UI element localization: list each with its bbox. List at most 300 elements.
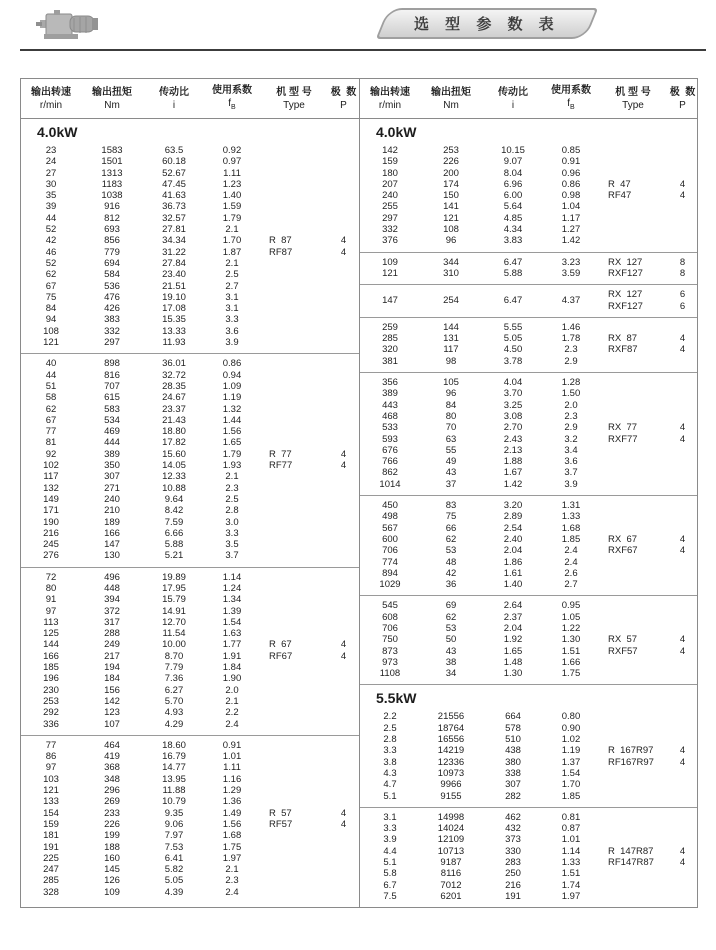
value-cell: 32.72 [162,369,186,381]
value-cell: 1.02 [561,734,581,746]
gear-ratio-block [21,353,359,566]
value-cell: 3.7 [225,550,239,562]
value-cell: 3.78 [503,355,523,367]
column-header-unit: Type [283,99,305,111]
value-cell: 4 [679,190,686,202]
value-cell: 142 [382,145,398,156]
table-row [21,460,359,471]
value-cell: 97 [45,605,57,617]
value-cell: 174 [443,178,459,190]
value-cell: 18.80 [162,426,186,438]
value-cell: 2.4 [564,556,578,568]
value-cell: 250 [505,868,521,880]
value-cell: 779 [104,246,120,258]
value-cell: 269 [104,796,120,808]
table-row [360,600,697,611]
table-row [21,235,359,246]
value-cell: 973 [382,656,398,668]
value-cell: 862 [382,467,398,479]
value-cell: 42 [45,235,57,247]
value-cell: 1.40 [222,190,242,202]
value-cell: 80 [445,410,457,422]
value-cell: 14.91 [162,605,186,617]
table-row [21,864,359,875]
value-cell: 1313 [101,167,123,179]
value-cell: 62 [45,269,57,281]
value-cell: 4 [340,246,347,258]
value-cell: 5.82 [164,864,184,876]
stacked-value: RXF127 [608,300,643,312]
value-cell: 894 [382,567,398,579]
value-cell: 381 [382,355,398,367]
value-cell: 8.70 [164,650,184,662]
value-cell: 2.37 [503,611,523,623]
value-cell: 2.0 [564,399,578,411]
table-row [360,757,697,768]
value-cell: 3.70 [503,388,523,400]
value-cell: 12.33 [162,471,186,483]
value-cell: 1.84 [222,662,242,674]
table-row [21,415,359,426]
type-cell: RF147R87 [608,857,654,869]
value-cell: 12.70 [162,616,186,628]
value-cell: 694 [104,257,120,269]
value-cell: 7.5 [383,890,397,902]
value-cell: 123 [104,707,120,719]
value-cell: 133 [43,796,59,808]
value-cell: 4.39 [164,886,184,898]
value-cell: 4 [679,645,686,657]
value-cell: 4 [679,845,686,857]
value-cell: 233 [104,807,120,819]
column-header-cn: 输出转速 [31,86,71,98]
value-cell: 144 [443,321,459,333]
table-row [21,887,359,898]
value-cell: 2.7 [225,280,239,292]
value-cell: 816 [104,369,120,381]
value-cell: 43 [445,467,457,479]
value-cell: 1.05 [561,611,581,623]
value-cell: 2.04 [503,545,523,557]
table-row [360,557,697,568]
value-cell: 130 [104,550,120,562]
value-cell: 142 [104,695,120,707]
column-header-cn: 使用系数 [212,84,252,96]
value-cell: 4 [679,422,686,434]
value-cell: 7.79 [164,662,184,674]
table-row [21,853,359,864]
value-cell: 121 [443,212,459,224]
value-cell: 1.16 [222,773,242,785]
value-cell: 107 [104,718,120,730]
table-row [21,247,359,258]
value-cell: 450 [382,500,398,512]
column-header-unit: Nm [104,99,120,111]
value-cell: 5.88 [503,267,523,279]
column-header-row [21,79,359,119]
value-cell: 296 [104,785,120,797]
value-cell: 16.79 [162,751,186,763]
value-cell: 2.3 [225,482,239,494]
value-cell: 443 [382,399,398,411]
value-cell: 6.47 [503,256,523,268]
value-cell: 285 [382,333,398,345]
gear-ratio-block [360,707,697,806]
value-cell: 1.65 [222,437,242,449]
table-row [360,289,697,312]
table-row [360,388,697,399]
value-cell: 1.23 [222,178,242,190]
value-cell: 5.05 [164,875,184,887]
value-cell: 9.07 [503,156,523,168]
type-cell [598,289,668,312]
value-cell: 8 [679,256,686,268]
table-row [360,377,697,388]
table-row [21,528,359,539]
value-cell: 11.93 [162,337,186,349]
value-cell: 1.40 [503,579,523,591]
value-cell: 4 [340,235,347,247]
value-cell: 469 [104,426,120,438]
table-row [360,356,697,367]
value-cell: 9.06 [164,818,184,830]
value-cell: 16556 [437,734,465,746]
table-row [21,326,359,337]
table-row [21,213,359,224]
table-row [360,612,697,623]
value-cell: 706 [382,622,398,634]
value-cell: 216 [43,527,59,539]
value-cell: 476 [104,291,120,303]
value-cell: 6201 [440,890,462,902]
table-row [21,606,359,617]
table-row [21,572,359,583]
table-row [360,791,697,802]
value-cell: 4 [679,533,686,545]
value-cell: 10.79 [162,796,186,808]
value-cell: 3.2 [564,433,578,445]
value-cell: 3.3 [383,745,397,757]
value-cell: 154 [43,807,59,819]
value-cell: 10713 [437,845,465,857]
value-cell: 145 [104,864,120,876]
value-cell: 2.40 [503,533,523,545]
column-header [329,86,358,112]
value-cell: 5.8 [383,868,397,880]
value-cell: 534 [104,414,120,426]
value-cell: 8116 [440,868,462,880]
value-cell: 31.22 [162,246,186,258]
value-cell: 4.4 [383,845,397,857]
left-panel-body [21,119,359,907]
table-row [21,785,359,796]
value-cell: 63.5 [164,145,184,156]
value-cell: 199 [104,830,120,842]
value-cell: 147 [382,294,398,306]
value-cell: 245 [43,539,59,551]
value-cell: 1.01 [561,834,581,846]
table-row [21,168,359,179]
value-cell: 9187 [440,857,462,869]
value-cell: 86 [45,751,57,763]
value-cell: 4.3 [383,767,397,779]
value-cell: 5.1 [383,790,397,802]
table-row [21,190,359,201]
value-cell: 52 [45,224,57,236]
value-cell: 240 [382,190,398,202]
value-cell: 1.33 [561,511,581,523]
gear-ratio-block [21,735,359,903]
table-row [360,579,697,590]
value-cell: 766 [382,456,398,468]
value-cell: 1.50 [561,388,581,400]
value-cell: 676 [382,444,398,456]
value-cell: 282 [505,790,521,802]
value-cell: 1.11 [223,167,241,179]
value-cell: 43 [445,645,457,657]
value-cell: 62 [445,533,457,545]
table-row [21,685,359,696]
value-cell: 18764 [437,722,465,734]
value-cell: 1.74 [561,879,581,891]
value-cell: 69 [445,600,457,612]
value-cell: 23.37 [162,403,186,415]
value-cell [668,289,697,312]
value-cell: 84 [45,303,57,315]
type-cell: R 67 [269,639,292,651]
table-row [360,568,697,579]
value-cell: 1.48 [503,656,523,668]
value-cell: 3.6 [564,456,578,468]
value-cell: 84 [445,399,457,411]
value-cell: 4 [340,650,347,662]
value-cell: 372 [104,605,120,617]
value-cell: 3.1 [225,303,239,315]
value-cell: 448 [104,582,120,594]
power-rating-title: 4.0kW [376,124,417,140]
value-cell: 19.10 [162,291,186,303]
value-cell: 350 [104,460,120,472]
type-cell: R 147R87 [608,845,654,857]
column-header-cn: 机 型 号 [615,86,651,98]
value-cell: 1.30 [503,668,523,680]
value-cell: 166 [43,650,59,662]
value-cell: 2.0 [225,684,239,696]
column-header-cn: 输出转速 [370,86,410,98]
value-cell: 1.37 [561,756,581,768]
table-row [21,314,359,325]
value-cell: 307 [505,779,521,791]
column-header-cn: 极 数 [669,86,696,98]
value-cell: 898 [104,358,120,370]
value-cell: 496 [104,571,120,583]
table-row [360,834,697,845]
table-right-panel [359,79,697,907]
gear-ratio-block [21,141,359,353]
column-header-unit: P [340,99,347,111]
value-cell: 3.1 [225,291,239,303]
value-cell: 113 [43,616,59,628]
column-header-unit: i [511,99,515,111]
value-cell: 2.4 [225,718,239,730]
value-cell: 7012 [440,879,462,891]
stacked-value: 6 [679,300,686,312]
table-row [360,235,697,246]
value-cell: 36 [445,579,457,591]
value-cell: 0.92 [222,145,242,156]
value-cell: 121 [382,267,398,279]
value-cell: 4 [340,460,347,472]
value-cell: 17.82 [162,437,186,449]
value-cell: 4.29 [164,718,184,730]
value-cell: 3.0 [225,516,239,528]
value-cell: 121 [43,337,59,349]
value-cell: 916 [104,201,120,213]
table-row [360,400,697,411]
value-cell: 117 [443,344,459,356]
value-cell: 97 [45,762,57,774]
table-row [21,808,359,819]
page-title-badge [376,8,599,39]
value-cell: 17.08 [162,303,186,315]
table-row [360,545,697,556]
value-cell: 30 [45,178,57,190]
value-cell: 462 [505,811,521,823]
value-cell: 1.51 [561,868,581,880]
table-row [21,707,359,718]
column-header-unit: P [679,99,686,111]
value-cell: 376 [382,235,398,247]
value-cell: 62 [45,403,57,415]
value-cell: 1.22 [561,622,581,634]
value-cell: 0.91 [561,156,581,168]
value-cell: 58 [45,392,57,404]
value-cell: 1.86 [503,556,523,568]
value-cell: 94 [45,314,57,326]
type-cell: R 87 [269,235,292,247]
value-cell: 1.24 [222,582,242,594]
value-cell: 1183 [101,178,123,190]
value-cell: 4 [679,756,686,768]
table-row [360,768,697,779]
value-cell: 15.60 [162,448,186,460]
value-cell: 1.79 [222,448,242,460]
gear-ratio-block [360,807,697,907]
value-cell: 191 [43,841,59,853]
value-cell: 52.67 [162,167,186,179]
value-cell: 39 [45,201,57,213]
gear-ratio-block [360,252,697,285]
value-cell: 0.91 [222,739,242,751]
value-cell: 2.04 [503,622,523,634]
value-cell: 4 [679,857,686,869]
value-cell: 70 [445,422,457,434]
value-cell: 1.19 [561,745,581,757]
value-cell: 1.66 [561,656,581,668]
value-cell: 5.05 [503,333,523,345]
value-cell: 0.86 [222,358,242,370]
table-row [360,268,697,279]
value-cell: 1.97 [561,890,581,902]
value-cell: 5.1 [383,857,397,869]
value-cell: 207 [382,178,398,190]
value-cell: 83 [445,500,457,512]
value-cell: 53 [445,545,457,557]
value-cell: 3.20 [503,500,523,512]
value-cell: 181 [43,830,59,842]
value-cell: 285 [43,875,59,887]
type-cell: RXF77 [608,433,638,445]
table-row [360,190,697,201]
value-cell: 1.49 [222,807,242,819]
value-cell: 774 [382,556,398,568]
value-cell: 7.97 [164,830,184,842]
table-row [21,404,359,415]
column-header-unit: r/min [39,99,63,111]
column-header-cn: 传动比 [159,86,189,98]
table-row [21,875,359,886]
value-cell: 50 [445,634,457,646]
column-header [21,86,81,112]
value-cell: 2.2 [225,707,239,719]
table-row [21,292,359,303]
value-cell: 1501 [101,156,123,168]
page-title: 选 型 参 数 表 [414,16,560,33]
value-cell: 4 [679,433,686,445]
value-cell: 102 [43,460,59,472]
value-cell: 1.30 [561,634,581,646]
value-cell: 0.87 [561,823,581,835]
value-cell: 1.97 [222,852,242,864]
value-cell: 1.75 [222,841,242,853]
value-cell: 47.45 [162,178,186,190]
value-cell: 141 [443,201,459,213]
type-cell: RF47 [608,190,632,202]
type-cell: RF57 [269,818,293,830]
value-cell: 419 [104,751,120,763]
value-cell: 750 [382,634,398,646]
value-cell: 4 [679,634,686,646]
type-cell: RX 87 [608,333,638,345]
table-row [21,819,359,830]
value-cell: 600 [382,533,398,545]
type-cell: R 57 [269,807,292,819]
table-row [21,539,359,550]
table-row [21,762,359,773]
value-cell: 1.54 [222,616,242,628]
value-cell: 44 [45,212,57,224]
value-cell: 1029 [379,579,401,591]
value-cell: 348 [104,773,120,785]
value-cell: 92 [45,448,57,460]
table-row [360,322,697,333]
table-row [21,517,359,528]
value-cell: 40 [45,358,57,370]
value-cell: 8.42 [164,505,184,517]
value-cell: 2.1 [225,864,239,876]
value-cell: 1.59 [222,201,242,213]
table-row [21,662,359,673]
value-cell: 67 [45,414,57,426]
value-cell: 51 [45,380,57,392]
value-cell: 5.70 [164,695,184,707]
table-left-panel [21,79,359,907]
value-cell: 1.63 [222,628,242,640]
value-cell: 1108 [379,668,401,680]
value-cell: 4 [340,639,347,651]
value-cell: 11.88 [162,785,186,797]
table-row [21,483,359,494]
